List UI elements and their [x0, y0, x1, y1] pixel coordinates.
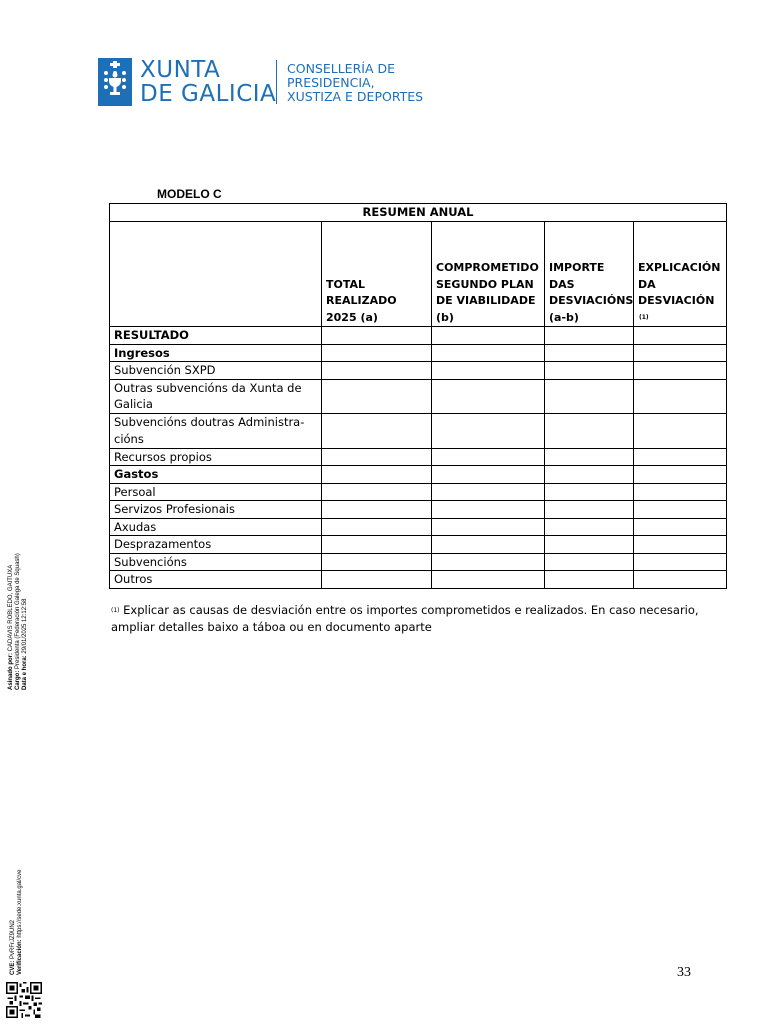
value-cell[interactable] — [322, 501, 432, 519]
galicia-crest-icon — [98, 58, 132, 106]
position-value: Presidenta (Federación Galega de Squash) — [15, 553, 21, 669]
row-label: Recursos propios — [110, 448, 322, 466]
row-label: Ingresos — [110, 344, 322, 362]
value-cell[interactable] — [634, 448, 727, 466]
logo-line-galicia: DE GALICIA — [140, 81, 277, 107]
value-cell[interactable] — [634, 501, 727, 519]
datetime-value: 29/01/2025 12:12:58 — [22, 598, 28, 654]
conselleria-line: XUSTIZA E DEPORTES — [287, 89, 424, 104]
value-cell[interactable] — [545, 327, 634, 345]
value-cell[interactable] — [432, 344, 545, 362]
datetime-label: Data e hora: — [22, 655, 28, 690]
value-cell[interactable] — [432, 414, 545, 449]
signed-by-label: Asinado por: — [8, 653, 14, 690]
value-cell[interactable] — [322, 518, 432, 536]
value-cell[interactable] — [432, 553, 545, 571]
column-header — [322, 222, 432, 327]
value-cell[interactable] — [322, 362, 432, 380]
value-cell[interactable] — [634, 536, 727, 554]
value-cell[interactable] — [322, 483, 432, 501]
column-header-label: TOTAL REALIZADO 2025 (a) — [326, 277, 397, 324]
table-row — [110, 466, 727, 484]
value-cell[interactable] — [545, 362, 634, 380]
value-cell[interactable] — [634, 571, 727, 589]
value-cell[interactable] — [432, 571, 545, 589]
table-row — [110, 327, 727, 345]
signature-stamp — [8, 553, 29, 690]
value-cell[interactable] — [432, 501, 545, 519]
value-cell[interactable] — [432, 362, 545, 380]
table-row — [110, 379, 727, 414]
table-row — [110, 344, 727, 362]
column-header-label: COMPROMETIDO SEGUNDO PLAN DE VIABILIDADE (b) — [436, 261, 539, 324]
value-cell[interactable] — [322, 466, 432, 484]
value-cell[interactable] — [545, 483, 634, 501]
row-label: Desprazamentos — [110, 536, 322, 554]
value-cell[interactable] — [545, 379, 634, 414]
table-row — [110, 448, 727, 466]
value-cell[interactable] — [545, 571, 634, 589]
value-cell[interactable] — [634, 553, 727, 571]
table-row — [110, 362, 727, 380]
table-title: RESUMEN ANUAL — [110, 204, 727, 222]
value-cell[interactable] — [545, 414, 634, 449]
verification-url: https://sede.xunta.gal/cve — [17, 869, 23, 938]
conselleria-name — [287, 62, 423, 104]
value-cell[interactable] — [634, 327, 727, 345]
footnote — [111, 602, 711, 636]
value-cell[interactable] — [322, 327, 432, 345]
value-cell[interactable] — [432, 518, 545, 536]
table-row — [110, 483, 727, 501]
verification-label: Verificación: — [17, 939, 23, 975]
cve-label: CVE: — [10, 960, 16, 975]
value-cell[interactable] — [634, 414, 727, 449]
verification-stamp — [10, 870, 24, 975]
value-cell[interactable] — [322, 448, 432, 466]
value-cell[interactable] — [322, 379, 432, 414]
value-cell[interactable] — [634, 362, 727, 380]
row-label: RESULTADO — [110, 327, 322, 345]
position-label: Cargo: — [15, 670, 21, 690]
value-cell[interactable] — [545, 448, 634, 466]
value-cell[interactable] — [432, 466, 545, 484]
footnote-text: Explicar as causas de desviación entre os importes comprometidos e realizados. En caso necesario, ampliar detalles baixo a táboa ou en documento aparte — [111, 603, 699, 634]
value-cell[interactable] — [322, 414, 432, 449]
signed-by-value: CADAVIS ROBLEDO, GAITUXA — [8, 564, 14, 652]
value-cell[interactable] — [432, 448, 545, 466]
value-cell[interactable] — [545, 518, 634, 536]
qr-code-icon — [6, 982, 42, 1018]
value-cell[interactable] — [432, 379, 545, 414]
value-cell[interactable] — [322, 344, 432, 362]
logo-divider — [276, 60, 277, 104]
value-cell[interactable] — [432, 536, 545, 554]
table-row — [110, 553, 727, 571]
value-cell[interactable] — [322, 553, 432, 571]
row-label: Axudas — [110, 518, 322, 536]
row-label: Outras subvencións da Xunta de Galicia — [110, 379, 322, 414]
logo-line-xunta: XUNTA — [140, 57, 221, 83]
table-row — [110, 414, 727, 449]
row-label: Subvención SXPD — [110, 362, 322, 380]
conselleria-line: CONSELLERÍA DE — [287, 61, 395, 76]
value-cell[interactable] — [322, 571, 432, 589]
resumen-anual-table — [109, 203, 727, 589]
value-cell[interactable] — [322, 536, 432, 554]
modelo-label: MODELO C — [157, 187, 222, 201]
value-cell[interactable] — [634, 483, 727, 501]
page-number: 33 — [677, 965, 691, 980]
value-cell[interactable] — [432, 483, 545, 501]
row-label: Persoal — [110, 483, 322, 501]
column-header-label: IMPORTE DAS DESVIACIÓNS (a-b) — [549, 261, 634, 324]
row-label: Outros — [110, 571, 322, 589]
column-header — [432, 222, 545, 327]
column-header — [545, 222, 634, 327]
table-row — [110, 518, 727, 536]
value-cell[interactable] — [634, 344, 727, 362]
table-row — [110, 501, 727, 519]
value-cell[interactable] — [634, 466, 727, 484]
column-header-label: EXPLICACIÓN DA DESVIACIÓN — [638, 261, 721, 307]
table-header-row — [110, 222, 727, 327]
cve-value: PvRFrJZ9UN2 — [10, 919, 16, 959]
conselleria-line: PRESIDENCIA, — [287, 75, 375, 90]
value-cell[interactable] — [545, 501, 634, 519]
value-cell[interactable] — [545, 536, 634, 554]
table-row — [110, 536, 727, 554]
table-body — [110, 327, 727, 589]
value-cell[interactable] — [545, 553, 634, 571]
footnote-ref: (1) — [639, 313, 649, 321]
row-label: Subvencións doutras Administra-cións — [110, 414, 322, 449]
table-row — [110, 571, 727, 589]
value-cell[interactable] — [545, 344, 634, 362]
row-label: Gastos — [110, 466, 322, 484]
value-cell[interactable] — [634, 518, 727, 536]
row-label: Subvencións — [110, 553, 322, 571]
footnote-mark: (1) — [111, 607, 120, 614]
value-cell[interactable] — [432, 327, 545, 345]
value-cell[interactable] — [545, 466, 634, 484]
row-label: Servizos Profesionais — [110, 501, 322, 519]
value-cell[interactable] — [634, 379, 727, 414]
column-header — [634, 222, 727, 327]
concept-column-header — [110, 222, 322, 327]
